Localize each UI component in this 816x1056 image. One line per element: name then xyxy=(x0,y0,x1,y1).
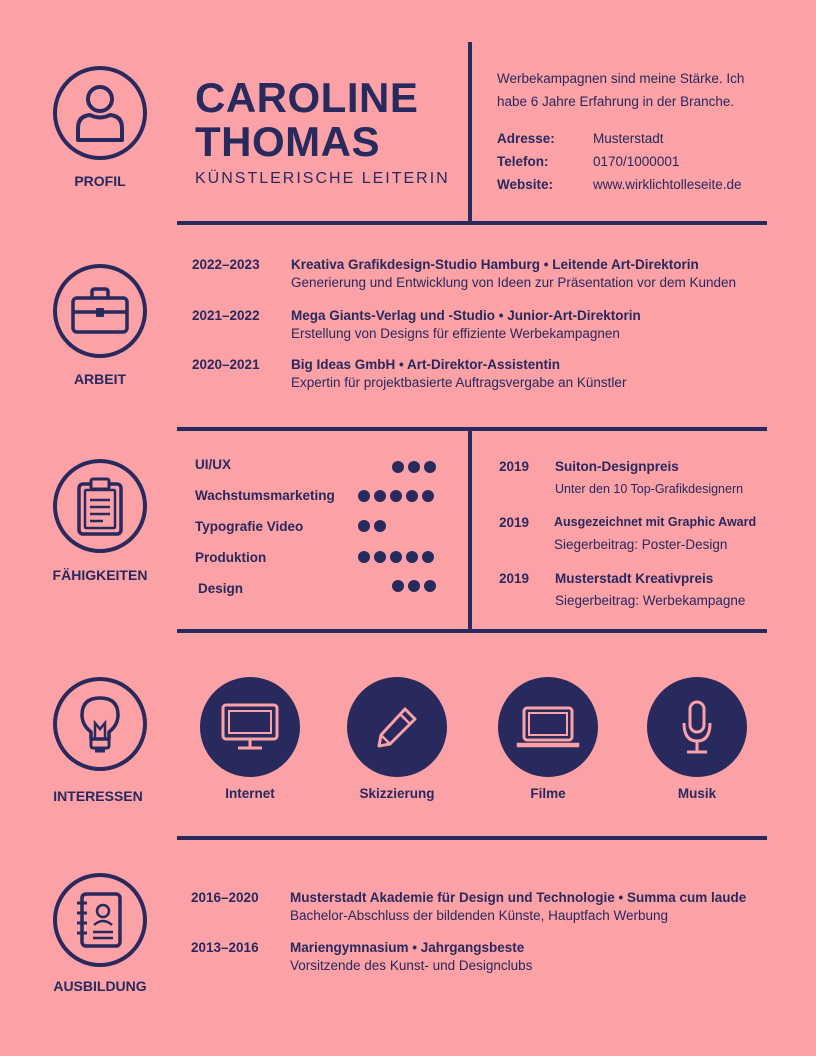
award-2-year: 2019 xyxy=(499,515,530,530)
rating-dot xyxy=(374,551,386,563)
intro-line-2: habe 6 Jahre Erfahrung in der Branche. xyxy=(497,94,735,109)
work-item-3-desc: Expertin für projektbasierte Auftragsvergabe an Künstler xyxy=(291,375,627,390)
award-3-desc: Siegerbeitrag: Werbekampagne xyxy=(555,593,746,608)
interest-films-label: Filme xyxy=(530,786,566,801)
rating-dot xyxy=(422,490,434,502)
rating-dot xyxy=(358,551,370,563)
rating-dot xyxy=(374,490,386,502)
header-divider-vertical xyxy=(468,42,472,224)
skill-2-name: Wachstumsmarketing xyxy=(195,488,335,503)
last-name: THOMAS xyxy=(195,118,380,165)
microphone-icon xyxy=(680,699,714,755)
rating-dot xyxy=(424,461,436,473)
award-3-title: Musterstadt Kreativpreis xyxy=(555,571,714,586)
monitor-icon xyxy=(220,702,280,752)
rating-dot xyxy=(358,490,370,502)
contact-phone-label: Telefon: xyxy=(497,154,549,169)
skill-2-rating xyxy=(358,490,434,502)
education-section-label: AUSBILDUNG xyxy=(53,978,147,994)
skills-section-label: FÄHIGKEITEN xyxy=(52,567,148,583)
contact-address-label: Adresse: xyxy=(497,131,555,146)
contact-address-value: Musterstadt xyxy=(593,131,664,146)
award-1-title: Suiton-Designpreis xyxy=(555,459,679,474)
pencil-icon xyxy=(375,705,419,749)
interests-bottom-divider xyxy=(177,836,767,840)
notebook-icon xyxy=(74,891,126,949)
skill-1-rating xyxy=(392,461,436,473)
work-item-2-title: Mega Giants-Verlag und -Studio • Junior-Art-Direktorin xyxy=(291,308,641,323)
interest-music-circle xyxy=(647,677,747,777)
education-item-1-desc: Bachelor-Abschluss der bildenden Künste, Hauptfach Werbung xyxy=(290,908,668,923)
skills-divider-vertical xyxy=(468,427,472,632)
rating-dot xyxy=(422,551,434,563)
interest-sketching-label: Skizzierung xyxy=(359,786,435,801)
laptop-icon xyxy=(516,705,580,749)
work-item-1-title: Kreativa Grafikdesign-Studio Hamburg • Leitende Art-Direktorin xyxy=(291,257,699,272)
education-icon-circle xyxy=(53,873,147,967)
skills-top-divider xyxy=(177,427,767,431)
full-name xyxy=(195,76,418,164)
work-icon-circle xyxy=(53,264,147,358)
skill-5-name: Design xyxy=(198,581,244,596)
intro-text xyxy=(497,67,744,113)
first-name: CAROLINE xyxy=(195,74,419,121)
interest-films-circle xyxy=(498,677,598,777)
skill-4-name: Produktion xyxy=(195,550,267,565)
skill-3-name: Typografie Video xyxy=(195,519,304,534)
user-icon xyxy=(73,82,127,144)
skill-1-name: UI/UX xyxy=(195,457,232,472)
job-role: KÜNSTLERISCHE LEITERIN xyxy=(195,170,450,187)
interests-icon-circle xyxy=(53,677,147,771)
rating-dot xyxy=(406,490,418,502)
interest-sketching-circle xyxy=(347,677,447,777)
education-item-2-desc: Vorsitzende des Kunst- und Designclubs xyxy=(290,958,533,973)
rating-dot xyxy=(390,490,402,502)
contact-website-value[interactable]: www.wirklichtolleseite.de xyxy=(593,177,742,192)
interest-internet-circle xyxy=(200,677,300,777)
skills-bottom-divider xyxy=(177,629,767,633)
rating-dot xyxy=(408,580,420,592)
skills-icon-circle xyxy=(53,459,147,553)
rating-dot xyxy=(358,520,370,532)
skill-5-rating xyxy=(392,580,436,592)
rating-dot xyxy=(392,461,404,473)
work-item-3-title: Big Ideas GmbH • Art-Direktor-Assistentin xyxy=(291,357,561,372)
rating-dot xyxy=(406,551,418,563)
award-1-desc: Unter den 10 Top-Grafikdesignern xyxy=(555,482,744,496)
work-section-label: ARBEIT xyxy=(73,371,127,387)
profile-section-label: PROFIL xyxy=(74,173,126,189)
header-divider-horizontal xyxy=(177,221,767,225)
education-item-2-title: Mariengymnasium • Jahrgangsbeste xyxy=(290,940,525,955)
interests-section-label: INTERESSEN xyxy=(53,788,143,804)
intro-line-1: Werbekampagnen sind meine Stärke. Ich xyxy=(497,71,745,86)
work-item-1-years: 2022–2023 xyxy=(192,257,260,272)
rating-dot xyxy=(374,520,386,532)
rating-dot xyxy=(390,551,402,563)
education-item-1-title: Musterstadt Akademie für Design und Technologie • Summa cum laude xyxy=(290,890,747,905)
skill-4-rating xyxy=(358,551,434,563)
rating-dot xyxy=(408,461,420,473)
award-2-title: Ausgezeichnet mit Graphic Award xyxy=(554,515,757,529)
work-item-2-years: 2021–2022 xyxy=(192,308,260,323)
skill-3-rating xyxy=(358,520,386,532)
rating-dot xyxy=(392,580,404,592)
work-item-3-years: 2020–2021 xyxy=(192,357,260,372)
work-item-2-desc: Erstellung von Designs für effiziente Werbekampagnen xyxy=(291,326,620,341)
contact-phone-value: 0170/1000001 xyxy=(593,154,680,169)
interest-music-label: Musik xyxy=(677,786,717,801)
education-item-1-years: 2016–2020 xyxy=(191,890,259,905)
briefcase-icon xyxy=(70,286,130,336)
interest-internet-label: Internet xyxy=(225,786,275,801)
lightbulb-icon xyxy=(78,695,122,753)
education-item-2-years: 2013–2016 xyxy=(191,940,259,955)
award-1-year: 2019 xyxy=(499,459,530,474)
award-2-desc: Siegerbeitrag: Poster-Design xyxy=(554,537,728,552)
profile-icon-circle xyxy=(53,66,147,160)
award-3-year: 2019 xyxy=(499,571,530,586)
clipboard-icon xyxy=(75,476,125,536)
work-item-1-desc: Generierung und Entwicklung von Ideen zur Präsentation vor dem Kunden xyxy=(291,275,737,290)
contact-website-label: Website: xyxy=(497,177,554,192)
rating-dot xyxy=(424,580,436,592)
